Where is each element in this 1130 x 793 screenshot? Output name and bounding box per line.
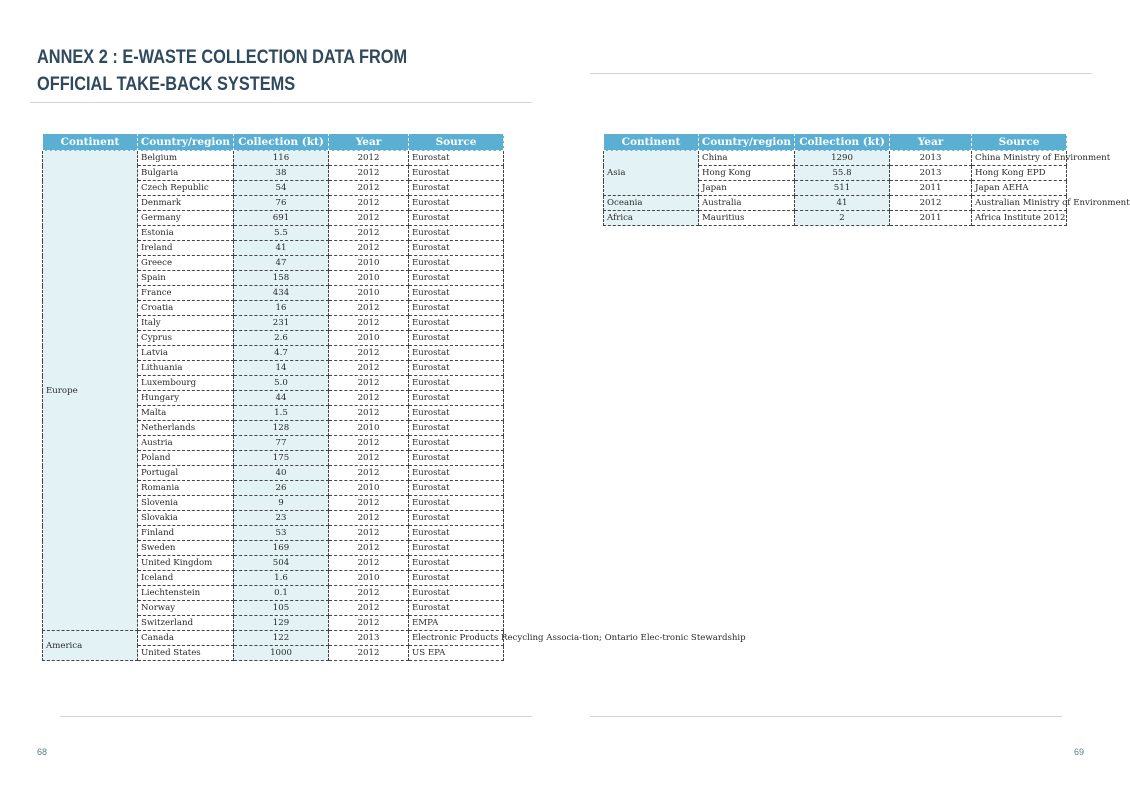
- year-cell: 2012: [329, 496, 409, 511]
- left-bottom-rule: [60, 716, 532, 717]
- source-cell: Eurostat: [409, 391, 504, 406]
- year-cell: 2010: [329, 331, 409, 346]
- source-cell: Eurostat: [409, 196, 504, 211]
- source-cell: Eurostat: [409, 256, 504, 271]
- year-cell: 2012: [329, 346, 409, 361]
- collection-cell: 122: [234, 631, 329, 646]
- collection-table-right: [603, 133, 1130, 226]
- header-year: Year: [329, 134, 409, 151]
- country-cell: Canada: [138, 631, 234, 646]
- collection-cell: 4.7: [234, 346, 329, 361]
- year-cell: 2010: [329, 271, 409, 286]
- country-cell: Sweden: [138, 541, 234, 556]
- source-cell: Eurostat: [409, 571, 504, 586]
- country-cell: Switzerland: [138, 616, 234, 631]
- year-cell: 2010: [329, 571, 409, 586]
- country-cell: Lithuania: [138, 361, 234, 376]
- source-cell: US EPA: [409, 646, 504, 661]
- collection-cell: 434: [234, 286, 329, 301]
- header-source: Source: [972, 134, 1067, 151]
- year-cell: 2010: [329, 286, 409, 301]
- right-top-rule: [590, 73, 1092, 74]
- year-cell: 2012: [329, 436, 409, 451]
- country-cell: Belgium: [138, 151, 234, 166]
- source-cell: Eurostat: [409, 271, 504, 286]
- header-row: [43, 134, 504, 151]
- header-continent: Continent: [604, 134, 699, 151]
- page-number-left: 68: [37, 747, 48, 757]
- country-cell: Greece: [138, 256, 234, 271]
- source-cell: Eurostat: [409, 241, 504, 256]
- year-cell: 2011: [890, 181, 972, 196]
- collection-cell: 9: [234, 496, 329, 511]
- collection-cell: 77: [234, 436, 329, 451]
- header-country: Country/region: [138, 134, 234, 151]
- source-cell: Eurostat: [409, 286, 504, 301]
- table-row: [604, 211, 1067, 226]
- year-cell: 2012: [329, 451, 409, 466]
- country-cell: Denmark: [138, 196, 234, 211]
- year-cell: 2012: [329, 541, 409, 556]
- title-underline: [30, 102, 532, 103]
- collection-cell: 23: [234, 511, 329, 526]
- country-cell: United Kingdom: [138, 556, 234, 571]
- country-cell: Slovakia: [138, 511, 234, 526]
- country-cell: Netherlands: [138, 421, 234, 436]
- year-cell: 2010: [329, 421, 409, 436]
- country-cell: Slovenia: [138, 496, 234, 511]
- right-bottom-rule: [590, 716, 1062, 717]
- country-cell: Croatia: [138, 301, 234, 316]
- country-cell: Finland: [138, 526, 234, 541]
- year-cell: 2012: [329, 241, 409, 256]
- country-cell: Portugal: [138, 466, 234, 481]
- source-cell: Eurostat: [409, 151, 504, 166]
- source-cell: Eurostat: [409, 421, 504, 436]
- continent-cell: Europe: [43, 151, 138, 631]
- country-cell: Austria: [138, 436, 234, 451]
- country-cell: Estonia: [138, 226, 234, 241]
- year-cell: 2012: [329, 181, 409, 196]
- source-cell: Eurostat: [409, 586, 504, 601]
- collection-cell: 55.8: [795, 166, 890, 181]
- year-cell: 2012: [329, 556, 409, 571]
- year-cell: 2012: [329, 466, 409, 481]
- source-cell: Eurostat: [409, 181, 504, 196]
- header-continent: Continent: [43, 134, 138, 151]
- collection-cell: 0.1: [234, 586, 329, 601]
- year-cell: 2013: [890, 151, 972, 166]
- source-cell: Australian Ministry of Environment: [972, 196, 1067, 211]
- collection-cell: 41: [795, 196, 890, 211]
- source-cell: Eurostat: [409, 601, 504, 616]
- collection-cell: 53: [234, 526, 329, 541]
- page-number-right: 69: [1074, 747, 1085, 757]
- collection-cell: 5.5: [234, 226, 329, 241]
- collection-cell: 129: [234, 616, 329, 631]
- year-cell: 2012: [329, 391, 409, 406]
- country-cell: Czech Republic: [138, 181, 234, 196]
- header-source: Source: [409, 134, 504, 151]
- source-cell: Eurostat: [409, 556, 504, 571]
- source-cell: China Ministry of Environment: [972, 151, 1067, 166]
- collection-cell: 231: [234, 316, 329, 331]
- source-cell: Japan AEHA: [972, 181, 1067, 196]
- country-cell: Australia: [699, 196, 795, 211]
- table-row: [604, 196, 1067, 211]
- source-cell: Eurostat: [409, 496, 504, 511]
- country-cell: Ireland: [138, 241, 234, 256]
- year-cell: 2012: [329, 211, 409, 226]
- page-title: ANNEX 2 : E-WASTE COLLECTION DATA FROM OFFICIAL TAKE-BACK SYSTEMS: [37, 47, 408, 95]
- source-cell: Eurostat: [409, 376, 504, 391]
- country-cell: Latvia: [138, 346, 234, 361]
- collection-cell: 691: [234, 211, 329, 226]
- source-cell: Eurostat: [409, 511, 504, 526]
- year-cell: 2011: [890, 211, 972, 226]
- header-collection: Collection (kt): [234, 134, 329, 151]
- country-cell: Liechtenstein: [138, 586, 234, 601]
- collection-cell: 116: [234, 151, 329, 166]
- collection-cell: 2.6: [234, 331, 329, 346]
- year-cell: 2012: [329, 226, 409, 241]
- year-cell: 2012: [329, 376, 409, 391]
- header-year: Year: [890, 134, 972, 151]
- collection-cell: 14: [234, 361, 329, 376]
- collection-cell: 1.5: [234, 406, 329, 421]
- collection-cell: 26: [234, 481, 329, 496]
- collection-cell: 169: [234, 541, 329, 556]
- source-cell: Eurostat: [409, 361, 504, 376]
- collection-cell: 1.6: [234, 571, 329, 586]
- country-cell: Mauritius: [699, 211, 795, 226]
- collection-cell: 76: [234, 196, 329, 211]
- country-cell: France: [138, 286, 234, 301]
- year-cell: 2012: [329, 646, 409, 661]
- source-cell: Eurostat: [409, 541, 504, 556]
- country-cell: Poland: [138, 451, 234, 466]
- year-cell: 2012: [329, 166, 409, 181]
- table-row: [43, 151, 504, 166]
- continent-cell: Africa: [604, 211, 699, 226]
- collection-cell: 158: [234, 271, 329, 286]
- continent-cell: America: [43, 631, 138, 661]
- country-cell: Romania: [138, 481, 234, 496]
- collection-cell: 105: [234, 601, 329, 616]
- continent-cell: Asia: [604, 151, 699, 196]
- collection-cell: 16: [234, 301, 329, 316]
- collection-cell: 44: [234, 391, 329, 406]
- collection-cell: 38: [234, 166, 329, 181]
- source-cell: Eurostat: [409, 451, 504, 466]
- year-cell: 2012: [329, 526, 409, 541]
- year-cell: 2012: [329, 601, 409, 616]
- collection-cell: 47: [234, 256, 329, 271]
- country-cell: Malta: [138, 406, 234, 421]
- country-cell: Luxembourg: [138, 376, 234, 391]
- country-cell: Hungary: [138, 391, 234, 406]
- source-cell: Eurostat: [409, 466, 504, 481]
- source-cell: Eurostat: [409, 301, 504, 316]
- country-cell: Spain: [138, 271, 234, 286]
- source-cell: Electronic Products Recycling Associa-tion; Ontario Elec-tronic Stewardship: [409, 631, 504, 646]
- country-cell: United States: [138, 646, 234, 661]
- country-cell: Hong Kong: [699, 166, 795, 181]
- country-cell: China: [699, 151, 795, 166]
- collection-cell: 41: [234, 241, 329, 256]
- source-cell: EMPA: [409, 616, 504, 631]
- country-cell: Norway: [138, 601, 234, 616]
- year-cell: 2012: [329, 316, 409, 331]
- year-cell: 2012: [329, 616, 409, 631]
- country-cell: Japan: [699, 181, 795, 196]
- source-cell: Africa Institute 2012: [972, 211, 1067, 226]
- country-cell: Iceland: [138, 571, 234, 586]
- source-cell: Hong Kong EPD: [972, 166, 1067, 181]
- year-cell: 2010: [329, 256, 409, 271]
- source-cell: Eurostat: [409, 316, 504, 331]
- collection-cell: 1290: [795, 151, 890, 166]
- year-cell: 2012: [890, 196, 972, 211]
- collection-cell: 511: [795, 181, 890, 196]
- collection-cell: 175: [234, 451, 329, 466]
- year-cell: 2012: [329, 511, 409, 526]
- collection-cell: 54: [234, 181, 329, 196]
- source-cell: Eurostat: [409, 481, 504, 496]
- source-cell: Eurostat: [409, 436, 504, 451]
- year-cell: 2012: [329, 361, 409, 376]
- country-cell: Italy: [138, 316, 234, 331]
- year-cell: 2012: [329, 406, 409, 421]
- table-row: [604, 151, 1067, 166]
- source-cell: Eurostat: [409, 346, 504, 361]
- source-cell: Eurostat: [409, 526, 504, 541]
- header-collection: Collection (kt): [795, 134, 890, 151]
- collection-cell: 128: [234, 421, 329, 436]
- collection-cell: 40: [234, 466, 329, 481]
- country-cell: Germany: [138, 211, 234, 226]
- collection-cell: 5.0: [234, 376, 329, 391]
- country-cell: Bulgaria: [138, 166, 234, 181]
- year-cell: 2013: [890, 166, 972, 181]
- header-row: [604, 134, 1067, 151]
- year-cell: 2012: [329, 151, 409, 166]
- source-cell: Eurostat: [409, 406, 504, 421]
- year-cell: 2012: [329, 586, 409, 601]
- table-row: [43, 631, 504, 646]
- collection-cell: 504: [234, 556, 329, 571]
- source-cell: Eurostat: [409, 166, 504, 181]
- year-cell: 2012: [329, 301, 409, 316]
- source-cell: Eurostat: [409, 331, 504, 346]
- continent-cell: Oceania: [604, 196, 699, 211]
- collection-cell: 1000: [234, 646, 329, 661]
- year-cell: 2013: [329, 631, 409, 646]
- source-cell: Eurostat: [409, 211, 504, 226]
- collection-cell: 2: [795, 211, 890, 226]
- source-cell: Eurostat: [409, 226, 504, 241]
- country-cell: Cyprus: [138, 331, 234, 346]
- year-cell: 2012: [329, 196, 409, 211]
- header-country: Country/region: [699, 134, 795, 151]
- year-cell: 2010: [329, 481, 409, 496]
